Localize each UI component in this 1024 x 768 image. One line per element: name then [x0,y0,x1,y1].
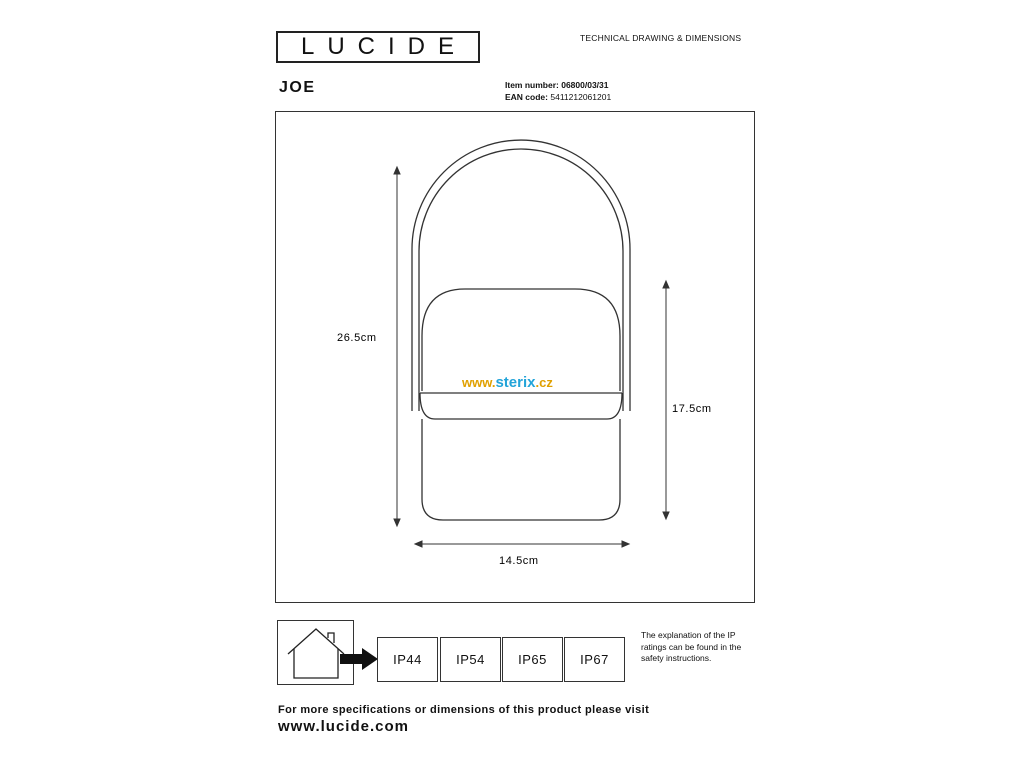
ean-value: 5411212061201 [550,92,612,102]
watermark-prefix: www. [462,375,496,390]
item-number-label: Item number: [505,80,559,90]
ip-explanation: The explanation of the IP ratings can be found in the safety instructions. [641,630,742,663]
ip-rating-box: IP44 [377,637,438,682]
footer-url-link[interactable]: www.lucide.com [278,718,409,735]
watermark-suffix: .cz [535,375,553,390]
watermark-accent: sterix [495,374,536,391]
technical-drawing [275,111,755,603]
shade-band [420,393,622,419]
shade-height-label: 17.5cm [672,403,712,415]
total-height-label: 26.5cm [337,332,377,344]
product-meta [505,79,611,103]
section-title: TECHNICAL DRAWING & DIMENSIONS [580,33,742,43]
ean-label: EAN code: [505,92,548,102]
ip-rating-box: IP54 [440,637,501,682]
ip-rating-box: IP65 [502,637,563,682]
ip-rating-box: IP67 [564,637,625,682]
ean-row [505,91,611,103]
item-number-value: 06800/03/31 [561,80,609,90]
width-dimension [415,541,629,547]
footer-text: For more specifications or dimensions of this product please visit [278,704,650,716]
height-dimension [394,167,400,526]
handle-outer [412,140,630,411]
shade-height-dimension [663,281,669,519]
item-number-row [505,79,611,91]
handle-inner [419,149,623,411]
brand-logo: LUCIDE [276,31,480,63]
product-name: JOE [279,79,316,96]
watermark [462,374,553,391]
arrow-right-icon [340,648,380,670]
lamp-base [422,419,620,520]
width-label: 14.5cm [499,555,539,567]
